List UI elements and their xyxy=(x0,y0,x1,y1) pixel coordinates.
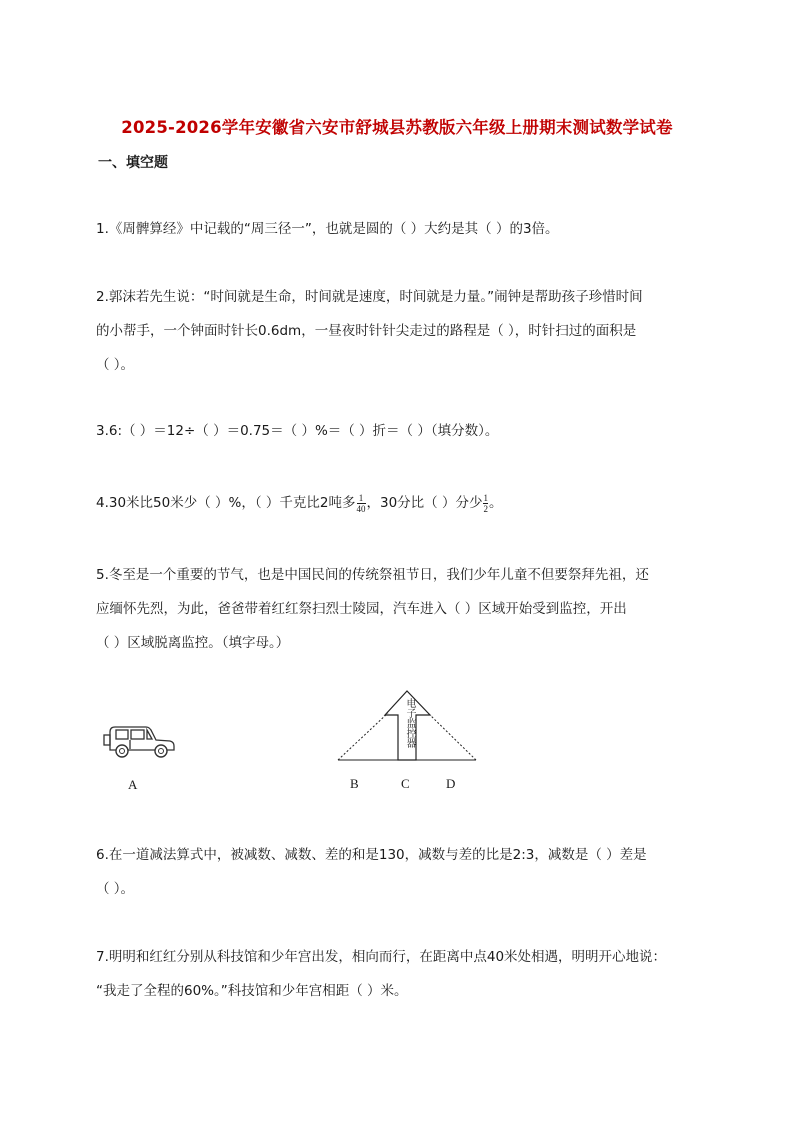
question-4-part-3: 。 xyxy=(488,495,503,511)
label-b: B xyxy=(350,776,359,791)
fraction-denominator: 2 xyxy=(483,503,488,514)
question-1 xyxy=(96,212,716,246)
question-4 xyxy=(96,486,716,520)
label-c: C xyxy=(401,776,410,791)
label-a: A xyxy=(128,777,138,792)
question-3-text: 3.6:（ ）＝12÷（ ）＝0.75＝（ ）%＝（ ）折＝（ ）（填分数）。 xyxy=(96,423,499,439)
car-icon xyxy=(100,718,180,764)
question-2 xyxy=(96,280,716,382)
question-2-line-2: 的小帮手，一个钟面时针长0.6dm，一昼夜时针针尖走过的路程是（ ），时针扫过的面积是 xyxy=(96,323,637,339)
question-7 xyxy=(96,940,716,1008)
question-1-text: 1.《周髀算经》中记载的“周三径一”，也就是圆的（ ）大约是其（ ）的3倍。 xyxy=(96,221,559,237)
question-4-part-1: 4.30米比50米少（ ）%，（ ）千克比2吨多 xyxy=(96,495,356,511)
question-6-line-1: 6.在一道减法算式中，被减数、减数、差的和是130，减数与差的比是2:3，减数是（ ）差是 xyxy=(96,847,647,863)
question-5-line-2: 应缅怀先烈，为此，爸爸带着红红祭扫烈士陵园，汽车进入（ ）区域开始受到监控，开出 xyxy=(96,601,627,617)
question-7-line-2: “我走了全程的60%。”科技馆和少年宫相距（ ）米。 xyxy=(96,983,408,999)
question-4-part-2: ，30分比（ ）分少 xyxy=(366,495,483,511)
fraction-numerator: 1 xyxy=(358,492,364,503)
question-5 xyxy=(96,558,716,660)
question-6-line-2: （ ）。 xyxy=(96,881,135,897)
question-4-text xyxy=(96,486,716,520)
fraction-numerator: 1 xyxy=(483,492,488,503)
question-7-line-1: 7.明明和红红分别从科技馆和少年宫出发，相向而行，在距离中点40米处相遇，明明开心地说： xyxy=(96,949,667,965)
fraction-denominator: 40 xyxy=(356,503,366,514)
page-title: 2025-2026学年安徽省六安市舒城县苏教版六年级上册期末测试数学试卷 xyxy=(121,118,673,137)
camera-label: 电子监控器 xyxy=(404,698,415,748)
question-5-line-3: （ ）区域脱离监控。（填字母。） xyxy=(96,635,290,651)
label-d: D xyxy=(446,776,456,791)
question-6 xyxy=(96,838,716,906)
section-heading: 一、填空题 xyxy=(98,155,168,171)
question-5-line-1: 5.冬至是一个重要的节气，也是中国民间的传统祭祖节日，我们少年儿童不但要祭拜先祖，还 xyxy=(96,567,649,583)
fraction-1-2 xyxy=(483,493,488,514)
question-3 xyxy=(96,414,716,448)
question-2-line-3: （ ）。 xyxy=(96,357,135,373)
fraction-1-40 xyxy=(357,493,366,514)
question-2-line-1: 2.郭沫若先生说：“时间就是生命，时间就是速度，时间就是力量。”闹钟是帮助孩子珍惜时间 xyxy=(96,289,643,305)
